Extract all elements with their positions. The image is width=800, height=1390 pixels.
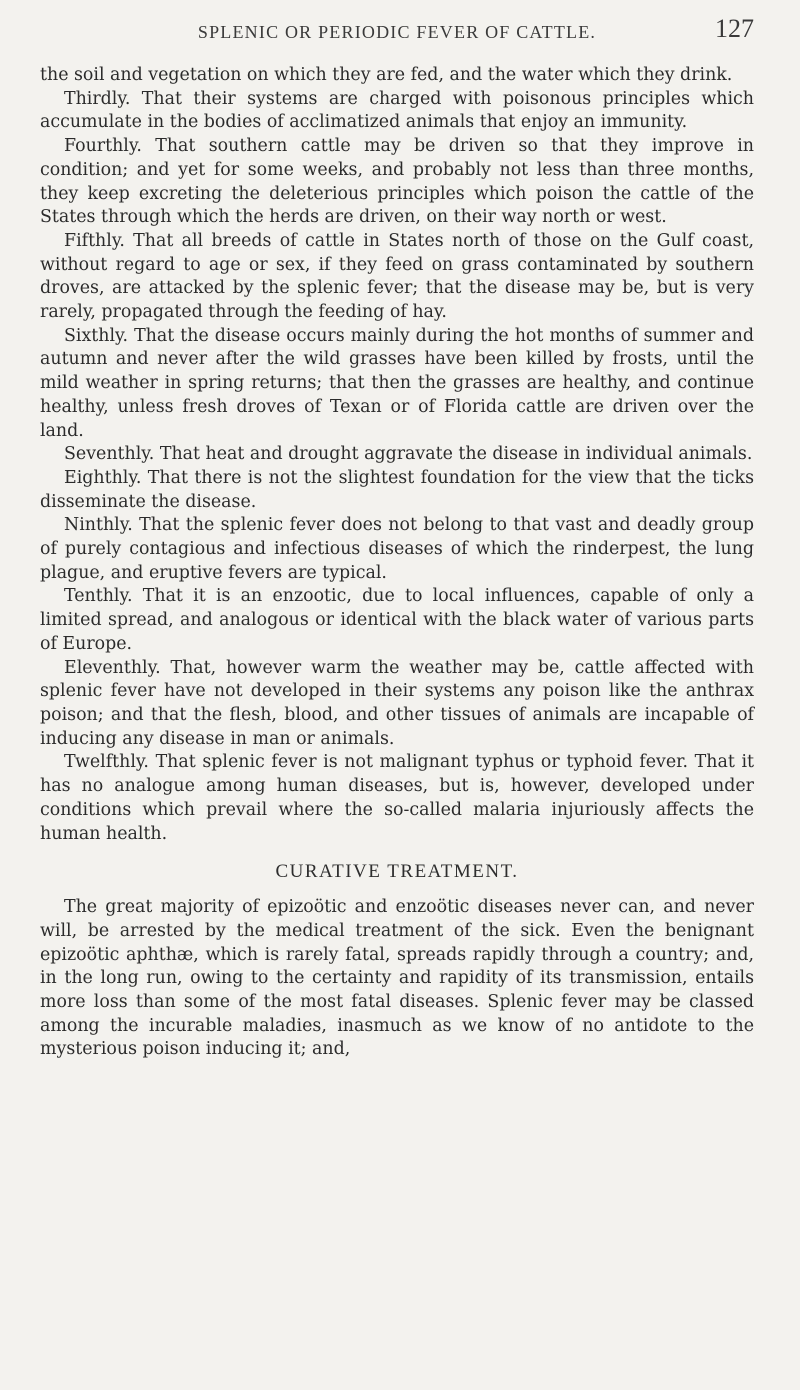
body-text xyxy=(40,64,754,1062)
paragraph-fourthly: Fourthly. That southern cattle may be driven so that they improve in condition; and yet for some weeks, and probably not less than three months, they keep excreting the deleterious principles which poison the cattle of the States through which the herds are driven, on their way north or west. xyxy=(40,136,754,228)
paragraph-eighthly: Eighthly. That there is not the slightest foundation for the view that the ticks disseminate the disease. xyxy=(40,467,754,512)
running-head xyxy=(40,12,754,52)
paragraph-sixthly: Sixthly. That the disease occurs mainly during the hot months of summer and autumn and never after the wild grasses have been killed by frosts, until the mild weather in spring returns; that then the grasses are healthy, and continue healthy, unless fresh droves of Texan or of Florida cattle are driven over the land. xyxy=(40,325,754,441)
section-heading: CURATIVE TREATMENT. xyxy=(275,861,519,883)
paragraph-ninthly: Ninthly. That the splenic fever does not belong to that vast and deadly group of purely contagious and infectious diseases of which the rinderpest, the lung plague, and eruptive fevers are typical. xyxy=(40,515,754,583)
paragraph-seventhly: Seventhly. That heat and drought aggravate the disease in individual animals. xyxy=(64,444,753,465)
running-title: SPLENIC OR PERIODIC FEVER OF CATTLE. xyxy=(197,22,597,42)
paragraph-twelfthly: Twelfthly. That splenic fever is not malignant typhus or typhoid fever. That it has no analogue among human diseases, but is, however, developed under conditions which prevail where the so-called malaria injuriously affects the human health. xyxy=(40,752,754,844)
paragraph-curative-treatment: The great majority of epizoötic and enzoötic diseases never can, and never will, be arrested by the medical treatment of the sick. Even the benignant epizoötic aphthæ, which is rarely fatal, spreads rapidly through a country; and, in the long run, owing to the certainty and rapidity of its transmission, entails more loss than some of the most fatal diseases. Splenic fever may be classed among the incurable maladies, inasmuch as we know of no antidote to the mysterious poison inducing it; and, xyxy=(40,897,754,1060)
page-number: 127 xyxy=(715,14,754,43)
paragraph-eleventhly: Eleventhly. That, however warm the weather may be, cattle affected with splenic fever have not developed in their systems any poison like the anthrax poison; and that the flesh, blood, and other tissues of animals are incapable of inducing any disease in man or animals. xyxy=(40,657,754,749)
paragraph-fifthly: Fifthly. That all breeds of cattle in States north of those on the Gulf coast, without regard to age or sex, if they feed on grass contaminated by southern droves, are attacked by the splenic fever; that the disease may be, but is very rarely, propagated through the feeding of hay. xyxy=(40,230,754,323)
paragraph-continuation: the soil and vegetation on which they are fed, and the water which they drink. xyxy=(40,65,733,85)
paragraph-tenthly: Tenthly. That it is an enzootic, due to local influences, capable of only a limited spread, and analogous or identical with the black water of various parts of Europe. xyxy=(40,586,754,654)
paragraph-thirdly: Thirdly. That their systems are charged with poisonous principles which accumulate in the bodies of acclimatized animals that enjoy an immunity. xyxy=(40,88,754,133)
